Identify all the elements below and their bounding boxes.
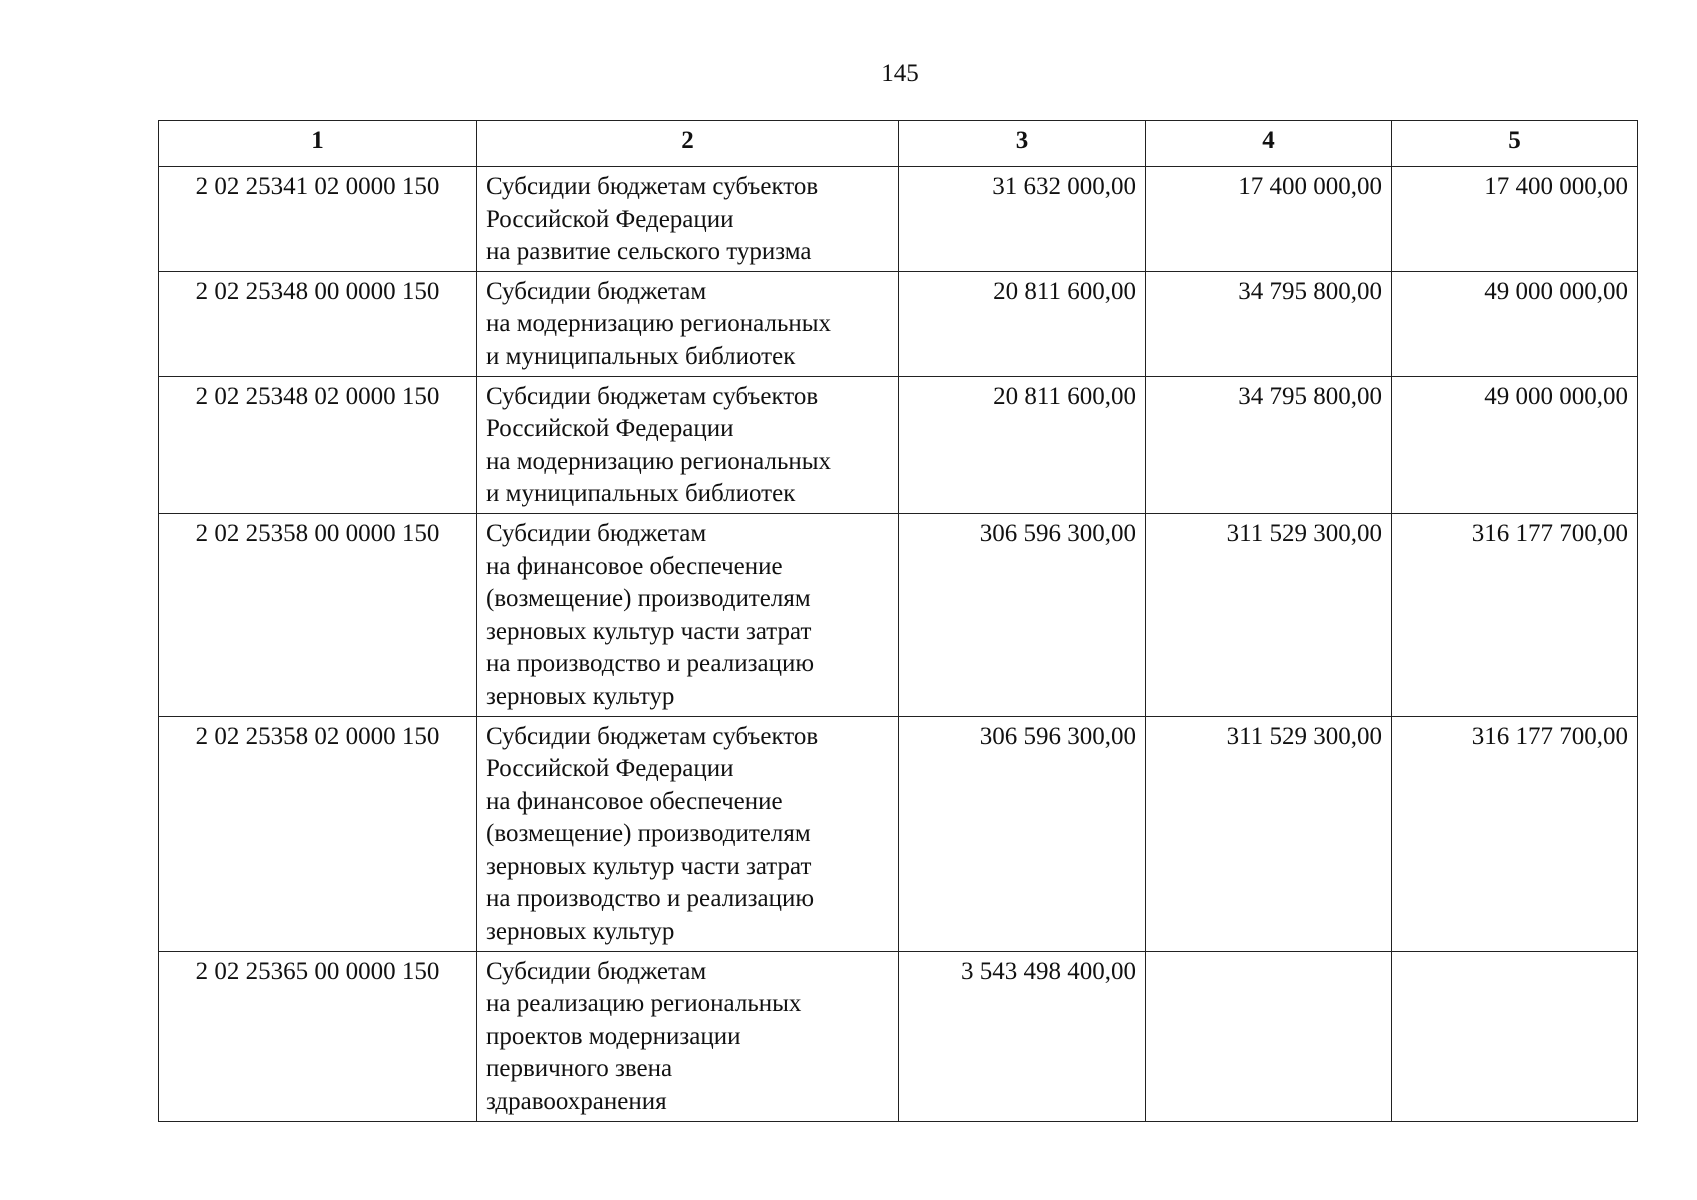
header-row [159,121,1638,167]
description-line: Субсидии бюджетам субъектов [486,722,819,750]
description-line: на производство и реализацию [486,650,815,678]
amount-col3: 306 596 300,00 [899,513,1146,716]
budget-code: 2 02 25365 00 0000 150 [159,951,477,1121]
budget-code: 2 02 25358 00 0000 150 [159,513,477,716]
amount-col3: 306 596 300,00 [899,716,1146,951]
budget-code: 2 02 25358 02 0000 150 [159,716,477,951]
amount-col4: 17 400 000,00 [1146,167,1392,272]
amount-col4: 34 795 800,00 [1146,376,1392,513]
amount-col5: 316 177 700,00 [1392,716,1638,951]
table-row [159,271,1638,376]
amount-col4: 311 529 300,00 [1146,513,1392,716]
table-row [159,513,1638,716]
budget-code: 2 02 25341 02 0000 150 [159,167,477,272]
amount-col3: 20 811 600,00 [899,271,1146,376]
amount-col3: 20 811 600,00 [899,376,1146,513]
subsidy-description [477,716,899,951]
column-header-4: 4 [1146,121,1392,167]
amount-col5: 17 400 000,00 [1392,167,1638,272]
description-line: Российской Федерации [486,205,734,233]
description-line: зерновых культур [486,682,675,710]
description-line: Субсидии бюджетам [486,957,707,985]
amount-col4: 311 529 300,00 [1146,716,1392,951]
description-line: Субсидии бюджетам субъектов [486,173,819,200]
description-line: на реализацию региональных [486,990,802,1018]
description-line: зерновых культур части затрат [486,852,812,880]
column-header-5: 5 [1392,121,1638,167]
description-line: Субсидии бюджетам [486,519,707,547]
amount-col3: 31 632 000,00 [899,167,1146,272]
subsidy-description [477,271,899,376]
description-line: на финансовое обеспечение [486,787,783,815]
description-line: на модернизацию региональных [486,447,832,475]
subsidy-description [477,951,899,1121]
subsidy-description [477,376,899,513]
table-row [159,951,1638,1121]
budget-code: 2 02 25348 02 0000 150 [159,376,477,513]
subsidy-description [477,513,899,716]
description-line: Субсидии бюджетам [486,277,707,305]
description-line: зерновых культур [486,918,675,946]
amount-col5: 49 000 000,00 [1392,271,1638,376]
subsidy-description [477,167,899,272]
description-line: на модернизацию региональных [486,310,832,338]
description-line: на развитие сельского туризма [486,238,812,266]
amount-col3: 3 543 498 400,00 [899,951,1146,1121]
amount-col4 [1146,951,1392,1121]
table-body [159,167,1638,1122]
description-line: на производство и реализацию [486,885,815,913]
description-line: здравоохранения [486,1088,667,1116]
column-header-2: 2 [477,121,899,167]
description-line: (возмещение) производителям [486,820,811,848]
description-line: на финансовое обеспечение [486,552,783,580]
description-line: и муниципальных библиотек [486,480,796,508]
amount-col4: 34 795 800,00 [1146,271,1392,376]
description-line: проектов модернизации [486,1022,741,1050]
table-row [159,376,1638,513]
description-line: зерновых культур части затрат [486,617,812,645]
description-line: первичного звена [486,1055,673,1083]
table-row [159,716,1638,951]
budget-table [158,120,1638,1122]
table-row [159,167,1638,272]
budget-code: 2 02 25348 00 0000 150 [159,271,477,376]
amount-col5 [1392,951,1638,1121]
description-line: Российской Федерации [486,755,734,783]
description-line: и муниципальных библиотек [486,342,796,370]
column-header-1: 1 [159,121,477,167]
page-number: 145 [881,60,919,87]
amount-col5: 49 000 000,00 [1392,376,1638,513]
description-line: Субсидии бюджетам субъектов [486,382,819,410]
description-line: Российской Федерации [486,415,734,443]
column-header-3: 3 [899,121,1146,167]
description-line: (возмещение) производителям [486,585,811,613]
amount-col5: 316 177 700,00 [1392,513,1638,716]
